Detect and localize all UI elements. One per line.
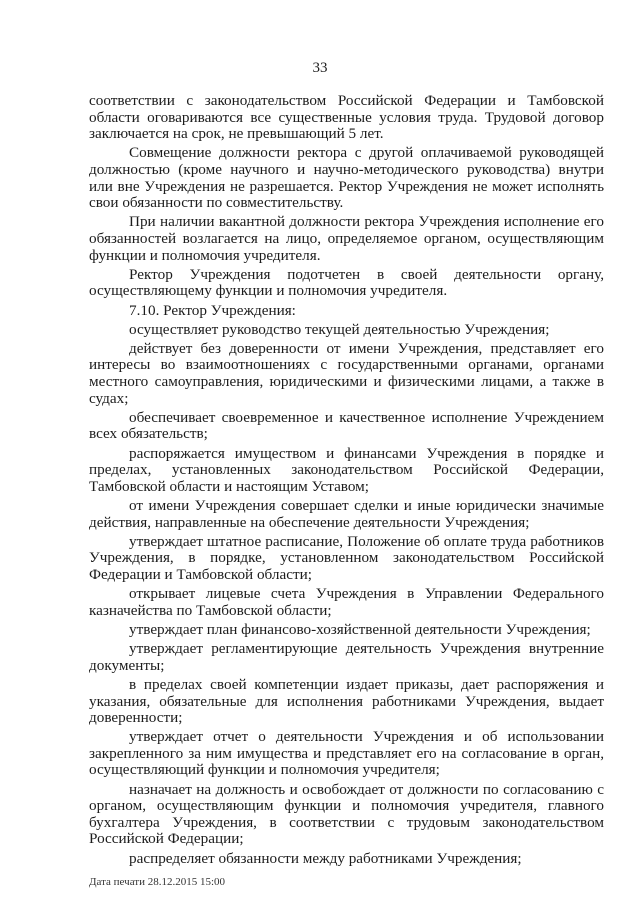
list-item: назначает на должность и освобождает от должности по согласованию с органом, осуществляющим функции и полномочия учредителя, главного бухгалтера Учреждения, в соответствии с трудовым законодательством Российской Федерации; xyxy=(89,780,604,848)
list-item: утверждает регламентирующие деятельность Учреждения внутренние документы; xyxy=(89,640,604,674)
paragraph: Ректор Учреждения подотчетен в своей деятельности органу, осуществляющему функции и полномочия учредителя. xyxy=(89,265,604,300)
list-item: распоряжается имуществом и финансами Учреждения в порядке и пределах, установленных законодательством Российской Федерации, Тамбовской области и настоящим Уставом; xyxy=(89,444,604,495)
list-item: обеспечивает своевременное и качественное исполнение Учреждением всех обязательств; xyxy=(89,408,604,443)
section-heading: 7.10. Ректор Учреждения: xyxy=(129,301,296,319)
list-item: открывает лицевые счета Учреждения в Управлении Федерального казначейства по Тамбовской области; xyxy=(89,585,604,619)
list-item: в пределах своей компетенции издает приказы, дает распоряжения и указания, обязательные для исполнения работниками Учреждения, выдает доверенности; xyxy=(89,675,604,727)
paragraph: Совмещение должности ректора с другой оплачиваемой руководящей должностью (кроме научного и научно-методического руководства) внутри или вне Учреждения не разрешается. Ректор Учреждения не может исполнять свои обязанности по совместительству. xyxy=(89,144,604,212)
list-item: действует без доверенности от имени Учреждения, представляет его интересы во взаимоотношениях с государственными органами, органами местного самоуправления, юридическими и физическими лицами, а также в судах; xyxy=(89,339,604,407)
paragraph: соответствии с законодательством Российской Федерации и Тамбовской области оговариваются все существенные условия труда. Трудовой договор заключается на срок, не превышающий 5 лет. xyxy=(89,92,604,143)
list-item: от имени Учреждения совершает сделки и иные юридически значимые действия, направленные на обеспечение деятельности Учреждения; xyxy=(89,497,604,531)
list-item: утверждает отчет о деятельности Учреждения и об использовании закрепленного за ним имущества и представляет его на согласование в орган, осуществляющий функции и полномочия учредителя; xyxy=(89,728,604,779)
page-number: 33 xyxy=(312,60,328,76)
list-item: утверждает штатное расписание, Положение об оплате труда работников Учреждения, в порядке, установленном законодательством Российской Федерации и Тамбовской области; xyxy=(89,532,604,583)
print-date-footer: Дата печати 28.12.2015 15:00 xyxy=(89,876,226,888)
list-item: утверждает план финансово-хозяйственной деятельности Учреждения; xyxy=(129,620,591,638)
document-body xyxy=(89,93,604,870)
list-item: распределяет обязанности между работниками Учреждения; xyxy=(129,849,522,867)
paragraph: При наличии вакантной должности ректора Учреждения исполнение его обязанностей возлагается на лицо, определяемое органом, осуществляющим функции и полномочия учредителя. xyxy=(89,213,604,264)
list-item: осуществляет руководство текущей деятельностью Учреждения; xyxy=(129,320,550,338)
